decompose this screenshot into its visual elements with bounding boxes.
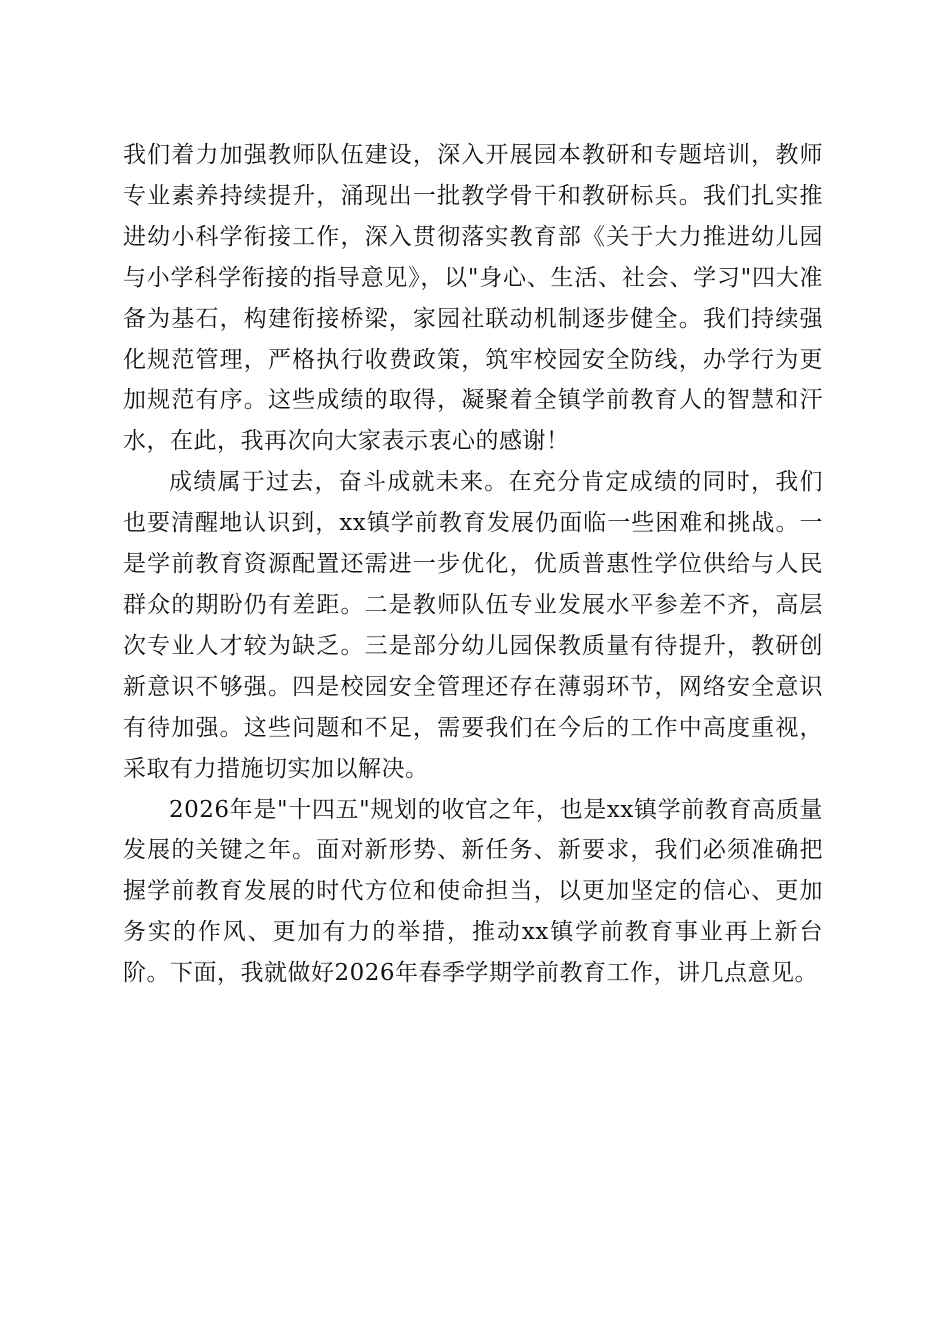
- paragraph-achievements: 我们着力加强教师队伍建设，深入开展园本教研和专题培训，教师专业素养持续提升，涌现出一批教学骨干和教研标兵。我们扎实推进幼小科学衔接工作，深入贯彻落实教育部《关于大力推进幼儿园与小学科学衔接的指导意见》，以"身心、生活、社会、学习"四大准备为基石，构建衔接桥梁，家园社联动机制逐步健全。我们持续强化规范管理，严格执行收费政策，筑牢校园安全防线，办学行为更加规范有序。这些成绩的取得，凝聚着全镇学前教育人的智慧和汗水，在此，我再次向大家表示衷心的感谢！: [123, 142, 823, 455]
- paragraph-challenges: 成绩属于过去，奋斗成就未来。在充分肯定成绩的同时，我们也要清醒地认识到，xx镇学前教育发展仍面临一些困难和挑战。一是学前教育资源配置还需进一步优化，优质普惠性学位供给与人民群众的期盼仍有差距。二是教师队伍专业发展水平参差不齐，高层次专业人才较为缺乏。三是部分幼儿园保教质量有待提升，教研创新意识不够强。四是校园安全管理还存在薄弱环节，网络安全意识有待加强。这些问题和不足，需要我们在今后的工作中高度重视，采取有力措施切实加以解决。: [123, 469, 823, 782]
- paragraph-outlook: 2026年是"十四五"规划的收官之年，也是xx镇学前教育高质量发展的关键之年。面对新形势、新任务、新要求，我们必须准确把握学前教育发展的时代方位和使命担当，以更加坚定的信心、更加务实的作风、更加有力的举措，推动xx镇学前教育事业再上新台阶。下面，我就做好2026年春季学期学前教育工作，讲几点意见。: [123, 796, 823, 987]
- document-body: [123, 135, 823, 994]
